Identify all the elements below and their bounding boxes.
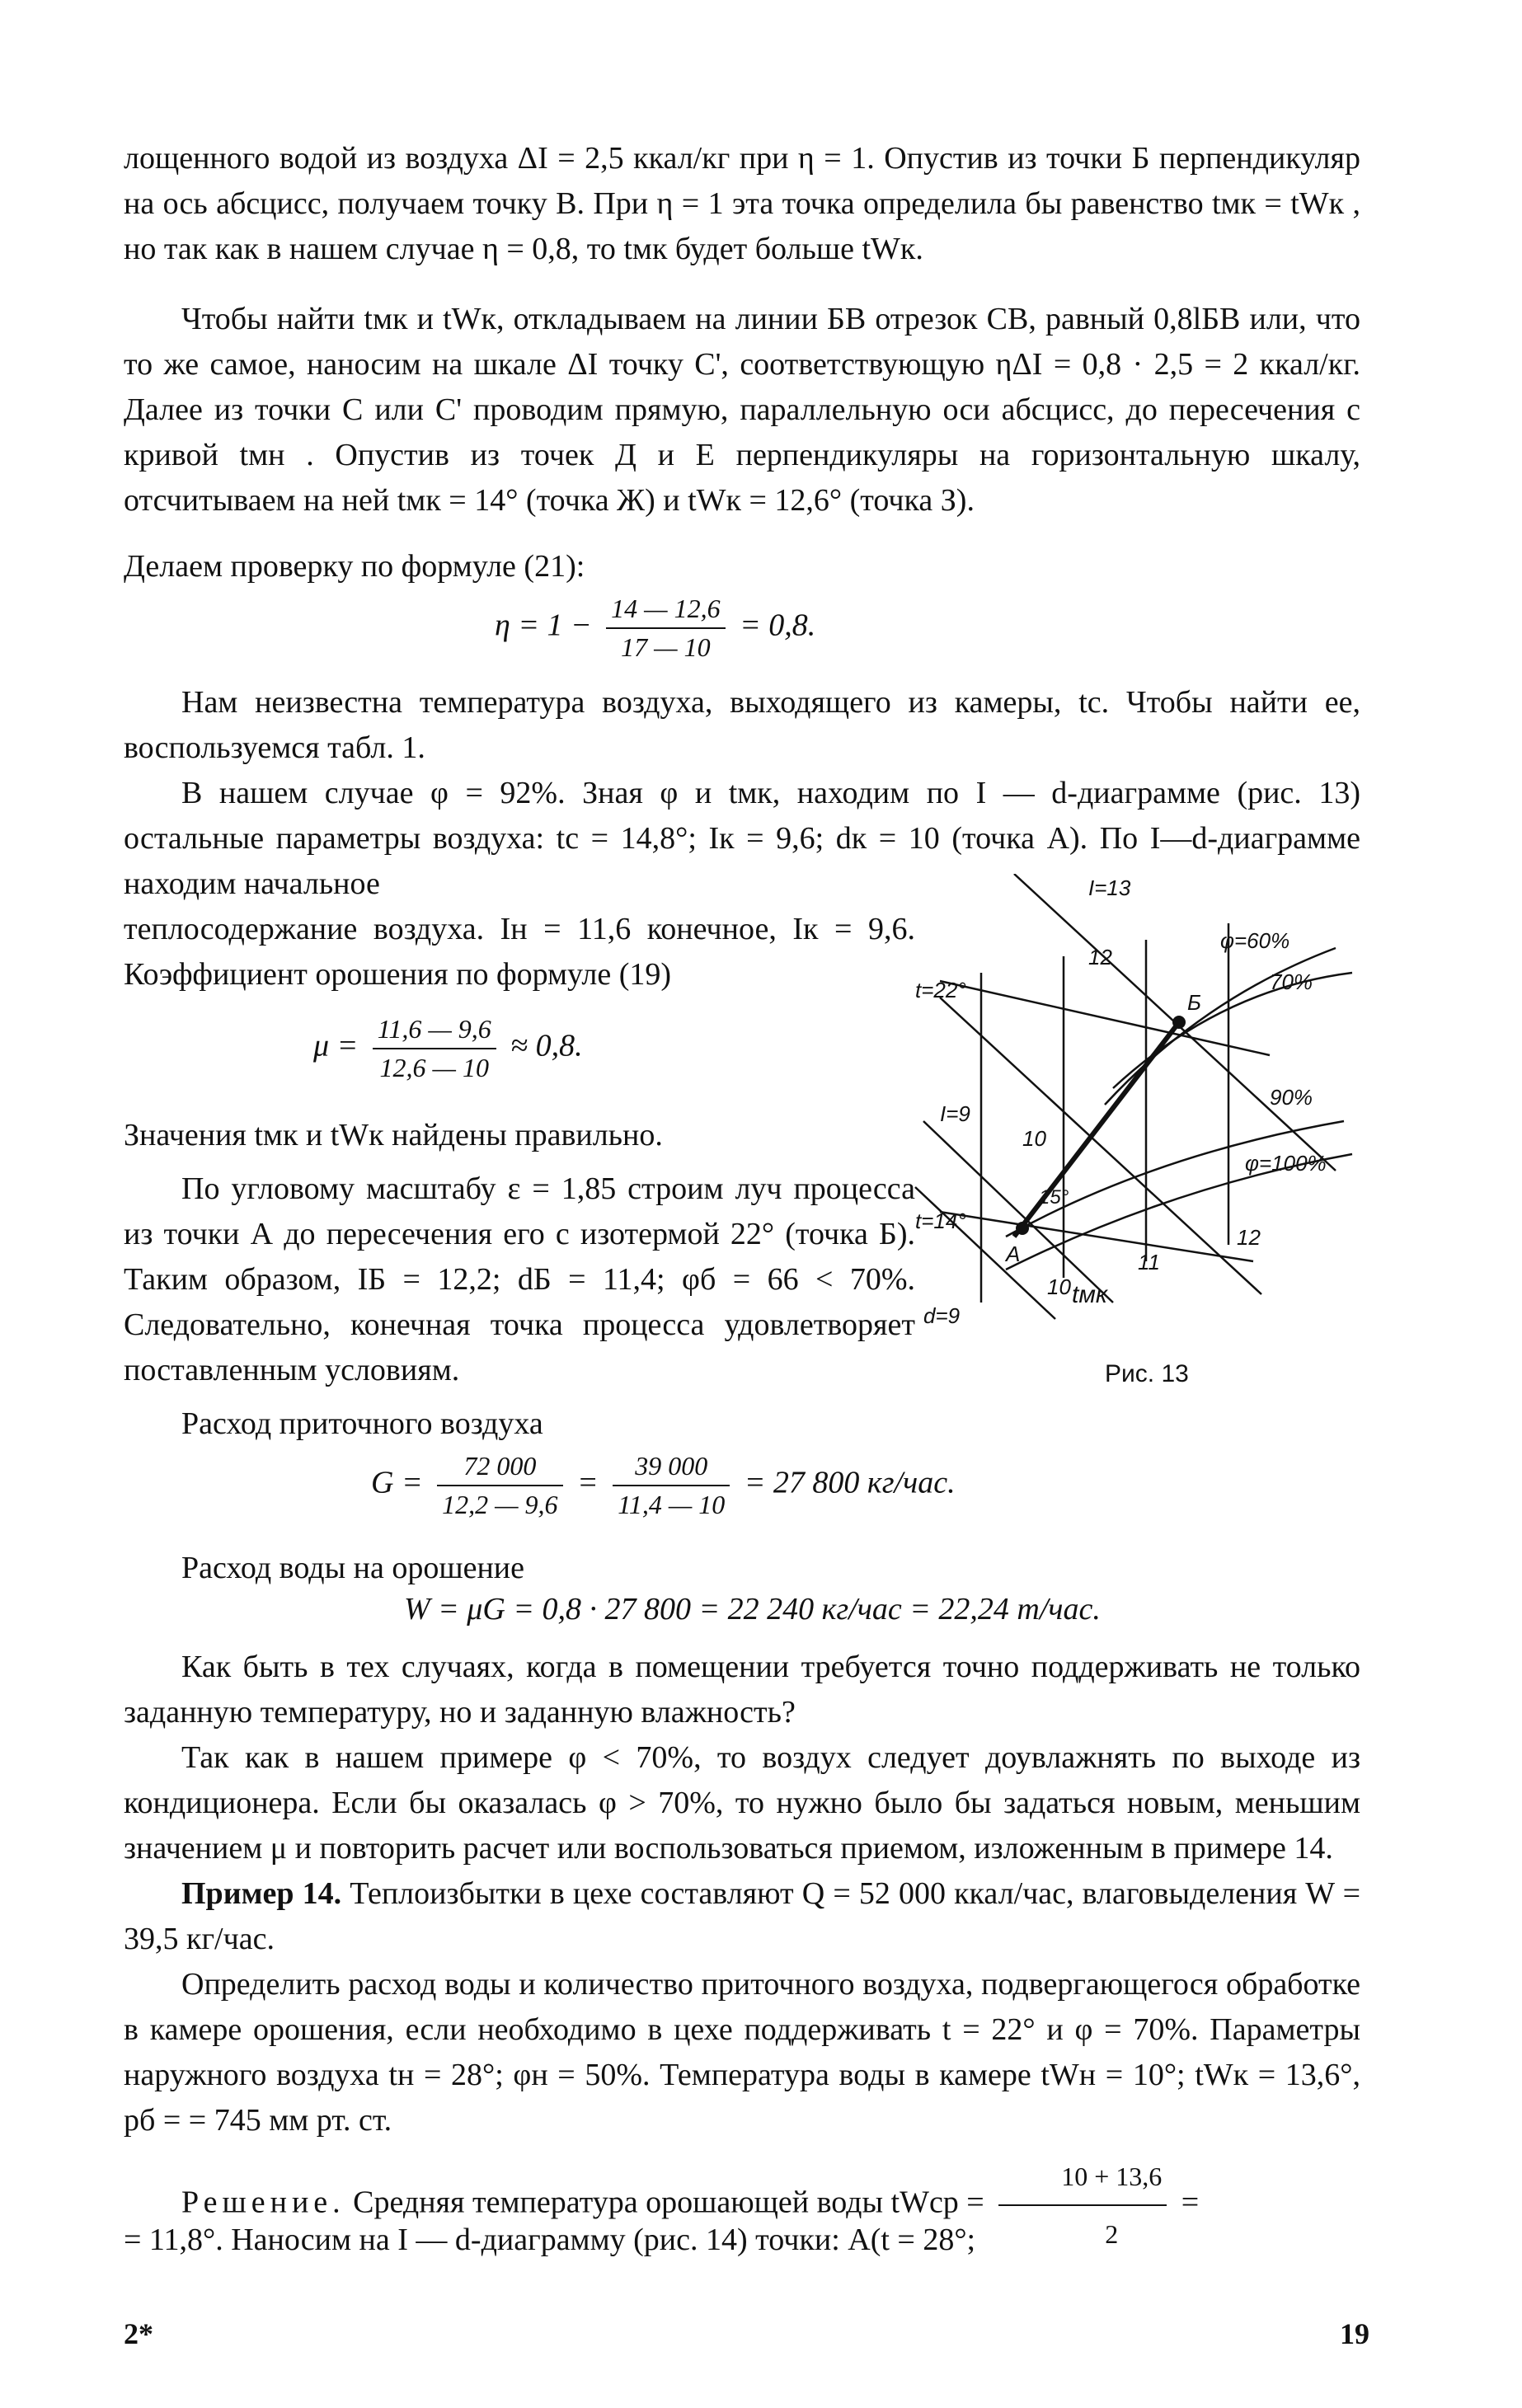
phi-70-curve bbox=[1113, 973, 1352, 1088]
label-d9: d=9 bbox=[923, 1303, 961, 1328]
paragraph-example-14: Пример 14. Теплоизбытки в цехе составляют Q = 52 000 ккал/час, влаговыделения W = 39,5 кг/час. bbox=[124, 1876, 1361, 1956]
formula-eta: η = 1 − $\frac{14 — 12,6}{17 — 10}$ = 0,8. bbox=[495, 594, 816, 662]
formula-G: G = $\frac{72 000}{12,2 — 9,6}$ = $\frac{39 000}{11,4 — 10}$ = 27 800 кг/час. bbox=[371, 1451, 956, 1519]
paragraph: Расход приточного воздуха bbox=[181, 1406, 543, 1441]
solution-heading: Решение. bbox=[181, 2185, 345, 2220]
label-phi90: 90% bbox=[1270, 1085, 1313, 1110]
point-B bbox=[1172, 1016, 1186, 1029]
label-phi60: φ=60% bbox=[1220, 928, 1290, 953]
paragraph: В нашем случае φ = 92%. Зная φ и tмк, находим по I — d-диаграмме (рис. 13) остальные параметры воздуха: tc = 14,8°; Iк = 9,6; dк = 10 (точка А). По I—d-диаграмме находим начальное bbox=[124, 776, 1360, 901]
figure-caption: Рис. 13 bbox=[1105, 1360, 1189, 1387]
label-I9: I=9 bbox=[940, 1101, 970, 1126]
label-t15: 15° bbox=[1039, 1186, 1069, 1209]
label-I13: I=13 bbox=[1088, 875, 1131, 900]
paragraph: Значения tмк и tWк найдены правильно. bbox=[124, 1118, 663, 1152]
formula-W: W = μG = 0,8 · 27 800 = 22 240 кг/час = 22,24 т/час. bbox=[404, 1592, 1101, 1626]
label-d10: 10 bbox=[1047, 1274, 1071, 1299]
label-t14: t=14° bbox=[915, 1209, 966, 1233]
paragraph-solution: Решение. Средняя температура орошающей воды tWср = $\frac{10 + 13,6}{2}$ = bbox=[124, 2152, 1360, 2259]
figure-13-diagram bbox=[907, 874, 1369, 1335]
label-I12: 12 bbox=[1088, 945, 1112, 969]
label-t22: t=22° bbox=[915, 978, 966, 1002]
label-tmk: tмк bbox=[1072, 1281, 1108, 1308]
paragraph: Как быть в тех случаях, когда в помещении требуется точно поддерживать не только заданную температуру, но и заданную влажность? bbox=[124, 1650, 1360, 1730]
label-A: A bbox=[1006, 1242, 1021, 1266]
paragraph: Расход воды на орошение bbox=[181, 1551, 524, 1585]
paragraph: Так как в нашем примере φ < 70%, то воздух следует доувлажнять по выходе из кондиционера. Если бы оказалась φ > 70%, то нужно было бы задаться новым, меньшим значением μ и повторить расчет или воспользоваться приемом, изложенным в примере 14. bbox=[124, 1740, 1360, 1866]
point-A bbox=[1016, 1222, 1029, 1235]
label-phi100: φ=100% bbox=[1245, 1151, 1327, 1176]
paragraph: Делаем проверку по формуле (21): bbox=[124, 549, 585, 584]
signature-mark: 2* bbox=[124, 2317, 153, 2350]
example-heading: Пример 14. bbox=[181, 1876, 342, 1911]
label-I10: 10 bbox=[1022, 1126, 1046, 1151]
label-B: Б bbox=[1187, 990, 1201, 1015]
paragraph: Определить расход воды и количество приточного воздуха, подвергающегося обработке в камере орошения, если необходимо в цехе поддерживать t = 22° и φ = 70%. Параметры наружного воздуха tн = 28°; φн = 50%. Температура воды в камере tWн = 10°; tWк = 13,6°, pб = = 745 мм рт. ст. bbox=[124, 1967, 1360, 2138]
label-d11: 11 bbox=[1138, 1250, 1160, 1274]
page-number: 19 bbox=[1340, 2317, 1369, 2350]
formula-twcp: $\frac{10 + 13,6}{2}$ bbox=[998, 2152, 1167, 2259]
paragraph: Нам неизвестна температура воздуха, выходящего из камеры, tc. Чтобы найти ее, воспользуемся табл. 1. bbox=[124, 685, 1360, 765]
paragraph: Чтобы найти tмк и tWк, откладываем на линии БВ отрезок СВ, равный 0,8lБВ или, что то же самое, наносим на шкале ΔI точку С', соответствующую ηΔI = 0,8 · 2,5 = 2 ккал/кг. Далее из точки С или С' проводим прямую, параллельную оси абсцисс, до пересечения с кривой tмн . Опустив из точек Д и Е перпендикуляры на горизонтальную шкалу, отсчитываем на ней tмк = 14° (точка Ж) и tWк = 12,6° (точка З). bbox=[124, 302, 1360, 518]
paragraph: лощенного водой из воздуха ΔI = 2,5 ккал/кг при η = 1. Опустив из точки Б перпендикуляр на ось абсцисс, получаем точку В. При η = 1 эта точка определила бы равенство tмк = tWк , но так как в нашем случае η = 0,8, то tмк будет больше tWк. bbox=[124, 141, 1360, 266]
paragraph: теплосодержание воздуха. Iн = 11,6 конечное, Iк = 9,6. Коэффициент орошения по формуле (19) bbox=[124, 912, 915, 992]
formula-mu: μ = $\frac{11,6 — 9,6}{12,6 — 10}$ ≈ 0,8. bbox=[313, 1014, 583, 1082]
label-phi70: 70% bbox=[1270, 969, 1313, 994]
paragraph: По угловому масштабу ε = 1,85 строим луч процесса из точки А до пересечения его с изотермой 22° (точка Б). Таким образом, IБ = 12,2; dБ = 11,4; φб = 66 < 70%. Следовательно, конечная точка процесса удовлетворяет поставленным условиям. bbox=[124, 1171, 915, 1387]
paragraph: = 11,8°. Наносим на I — d-диаграмму (рис. 14) точки: A(t = 28°; bbox=[124, 2223, 976, 2257]
label-d12: 12 bbox=[1237, 1225, 1261, 1250]
